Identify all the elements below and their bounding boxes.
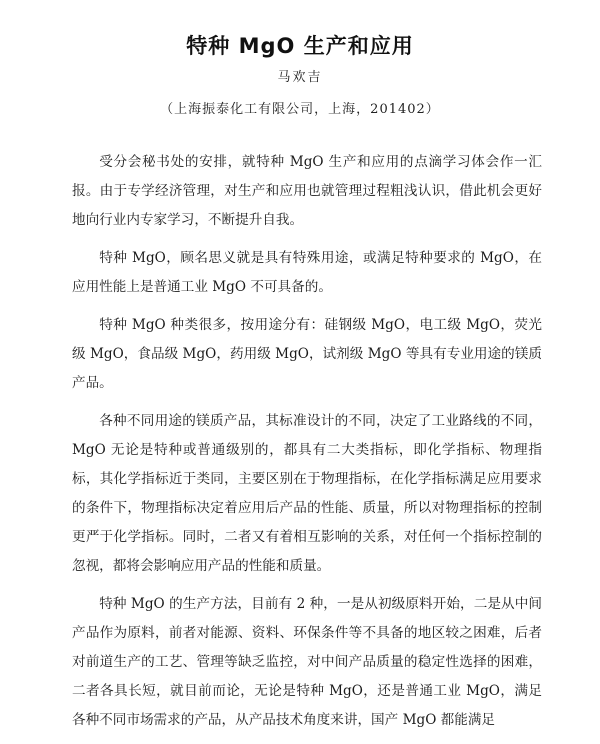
- paragraph-3: 特种 MgO 种类很多，按用途分有：硅钢级 MgO，电工级 MgO，荧光级 MgO，食品级 MgO，药用级 MgO，试剂级 MgO 等具有专业用途的镁质产品。: [72, 317, 542, 391]
- paper-author: 马欢吉: [277, 70, 323, 85]
- paper-title: 特种 MgO 生产和应用: [186, 34, 414, 58]
- paragraph-5: 特种 MgO 的生产方法，目前有 2 种，一是从初级原料开始，二是从中间产品作为原料，前者对能源、资料、环保条件等不具备的地区较之困难，后者对前道生产的工艺、管理等缺乏监控，对中间产品质量的稳定性选择的困难，二者各具长短，就目前而论，无论是特种 MgO，还是普通工业 MgO，满足各种不同市场需求的产品，从产品技术角度来讲，国产 MgO 都能满足: [72, 596, 542, 728]
- paper-affiliation: （上海振泰化工有限公司，上海，201402）: [160, 102, 440, 117]
- paragraph-1: 受分会秘书处的安排，就特种 MgO 生产和应用的点滴学习体会作一汇报。由于专学经济管理，对生产和应用也就管理过程粗浅认识，借此机会更好地向行业内专家学习，不断提升自我。: [72, 154, 542, 228]
- paragraph-2: 特种 MgO，顾名思义就是具有特殊用途，或满足特种要求的 MgO，在应用性能上是普通工业 MgO 不可具备的。: [72, 250, 542, 295]
- paper-body: [72, 148, 542, 744]
- paragraph-4: 各种不同用途的镁质产品，其标准设计的不同，决定了工业路线的不同，MgO 无论是特种或普通级别的，都具有二大类指标，即化学指标、物理指标，其化学指标近于类同，主要区别在于物理指标，在化学指标满足应用要求的条件下，物理指标决定着应用后产品的性能、质量，所以对物理指标的控制更严于化学指标。同时，二者又有着相互影响的关系，对任何一个指标控制的忽视，都将会影响应用产品的性能和质量。: [72, 413, 542, 574]
